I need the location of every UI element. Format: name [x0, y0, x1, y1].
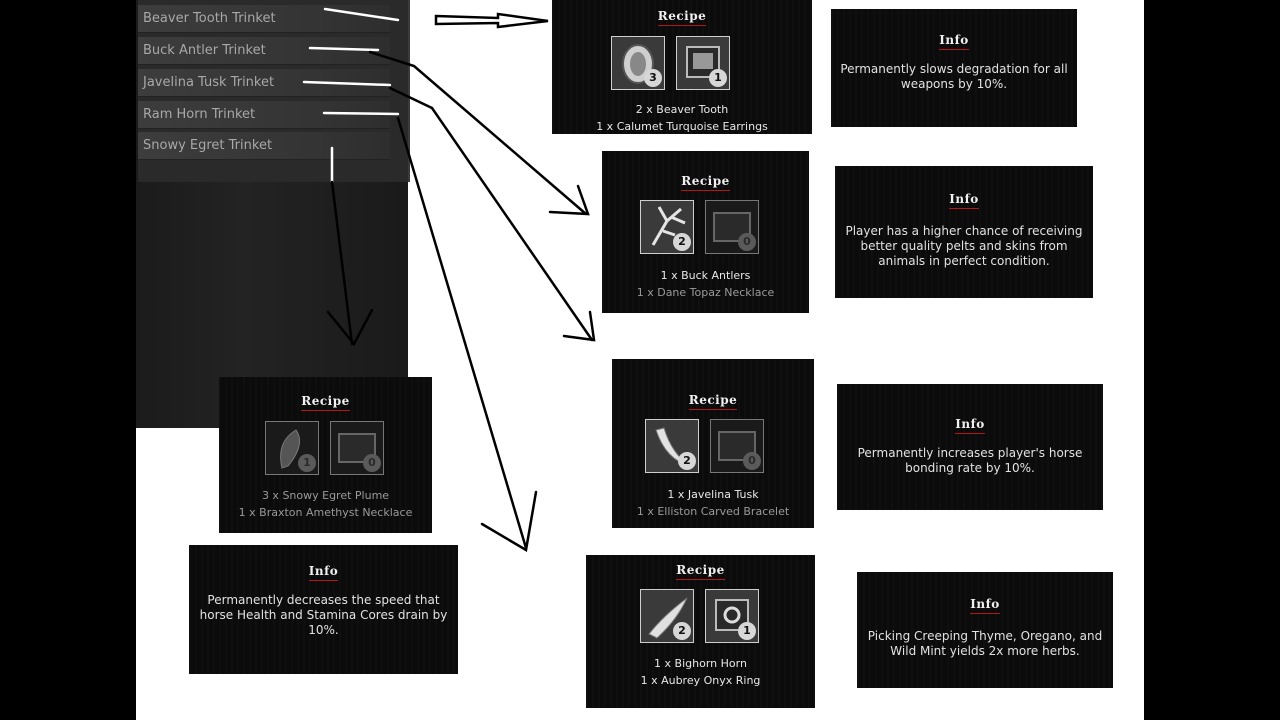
info-title: Info — [955, 417, 985, 434]
menu-item-buck-antler-trinket[interactable]: Buck Antler Trinket — [138, 37, 390, 65]
recipe-ingredient-line: 2 x Beaver Tooth — [635, 103, 729, 116]
quantity-badge: 2 — [673, 233, 691, 251]
menu-item-beaver-tooth-trinket[interactable]: Beaver Tooth Trinket — [138, 5, 390, 33]
arrow-to-javelina-recipe — [390, 88, 594, 340]
info-description: Permanently increases player's horse bonding rate by 10%. — [857, 446, 1083, 475]
arrow-to-egret-recipe — [328, 182, 372, 344]
quantity-badge: 0 — [363, 454, 381, 472]
info-title: Info — [939, 33, 969, 50]
arrow-beaver-underline — [325, 9, 398, 20]
info-title: Info — [970, 597, 1000, 614]
recipe-ingredient-line: 1 x Elliston Carved Bracelet — [636, 505, 790, 518]
recipe-ingredient-line: 1 x Buck Antlers — [660, 269, 751, 282]
recipe-ingredient-line: 1 x Calumet Turquoise Earrings — [596, 120, 768, 133]
menu-item-javelina-tusk-trinket[interactable]: Javelina Tusk Trinket — [138, 69, 390, 97]
recipe-title: Recipe — [301, 394, 350, 411]
arrow-javelina-underline — [304, 82, 390, 85]
recipe-title: Recipe — [658, 9, 707, 26]
recipe-ingredient-line: 3 x Snowy Egret Plume — [261, 489, 390, 502]
quantity-badge: 2 — [678, 452, 696, 470]
recipe-title: Recipe — [676, 563, 725, 580]
quantity-badge: 2 — [673, 622, 691, 640]
info-description: Picking Creeping Thyme, Oregano, and Wild Mint yields 2x more herbs. — [867, 629, 1103, 658]
arrow-ram-underline — [324, 113, 398, 114]
info-description: Player has a higher chance of receiving better quality pelts and skins from animals in perfect condition. — [845, 224, 1083, 268]
arrow-buck-underline — [310, 48, 378, 50]
recipe-title: Recipe — [681, 174, 730, 191]
quantity-badge: 0 — [743, 452, 761, 470]
info-title: Info — [949, 192, 979, 209]
quantity-badge: 1 — [709, 69, 727, 87]
recipe-ingredient-line: 1 x Javelina Tusk — [667, 488, 759, 501]
recipe-title: Recipe — [689, 393, 738, 410]
info-description: Permanently decreases the speed that horse Health and Stamina Cores drain by 10%. — [199, 593, 448, 637]
recipe-ingredient-line: 1 x Braxton Amethyst Necklace — [238, 506, 413, 519]
menu-item-snowy-egret-trinket[interactable]: Snowy Egret Trinket — [138, 132, 390, 160]
quantity-badge: 1 — [738, 622, 756, 640]
quantity-badge: 3 — [644, 69, 662, 87]
recipe-ingredient-line: 1 x Aubrey Onyx Ring — [640, 674, 761, 687]
recipe-ingredient-line: 1 x Bighorn Horn — [654, 657, 747, 670]
info-title: Info — [309, 564, 339, 581]
recipe-ingredient-line: 1 x Dane Topaz Necklace — [636, 286, 775, 299]
arrow-to-beaver-recipe — [436, 14, 548, 27]
info-description: Permanently slows degradation for all weapons by 10%. — [840, 62, 1068, 91]
quantity-badge: 0 — [738, 233, 756, 251]
menu-item-ram-horn-trinket[interactable]: Ram Horn Trinket — [138, 101, 390, 129]
arrow-to-ram-recipe — [398, 118, 536, 550]
quantity-badge: 1 — [298, 454, 316, 472]
